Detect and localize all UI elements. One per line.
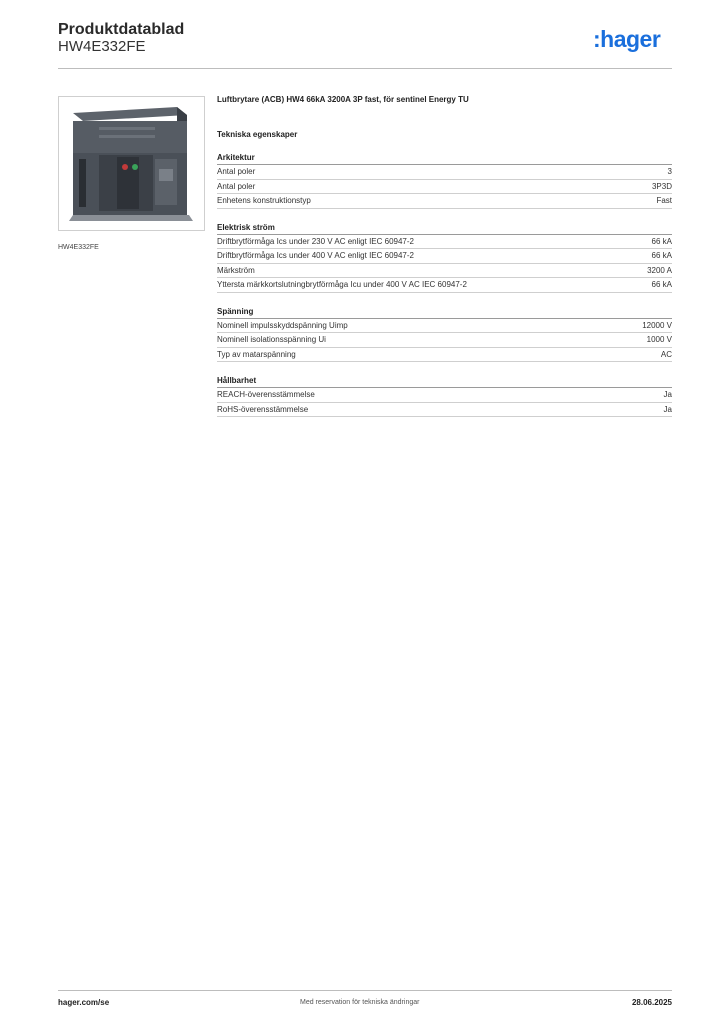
product-image — [58, 96, 205, 231]
spec-section — [217, 223, 672, 293]
spec-label: Typ av matarspänning — [217, 349, 296, 359]
section-heading: Spänning — [217, 307, 672, 319]
header-divider — [58, 68, 672, 69]
spec-row — [217, 194, 672, 209]
spec-row — [217, 348, 672, 363]
section-heading: Elektrisk ström — [217, 223, 672, 235]
spec-section — [217, 153, 672, 209]
product-title: Luftbrytare (ACB) HW4 66kA 3200A 3P fast, för sentinel Energy TU — [217, 95, 469, 104]
spec-row — [217, 264, 672, 279]
spec-label: Nominell isolationsspänning Ui — [217, 335, 326, 344]
spec-label: Antal poler — [217, 167, 256, 176]
hager-logo: :hager — [593, 26, 661, 52]
spec-label: Driftbrytförmåga Ics under 400 V AC enligt IEC 60947-2 — [217, 251, 414, 260]
spec-row — [217, 278, 672, 293]
image-caption: HW4E332FE — [58, 244, 99, 251]
footer-website: hager.com/se — [58, 998, 110, 1007]
spec-value: 1000 V — [646, 335, 672, 344]
document-title: Produktdatablad — [58, 21, 185, 38]
spec-value: 3P3D — [651, 181, 672, 191]
spec-row — [217, 333, 672, 348]
spec-value: Fast — [656, 196, 672, 205]
footer-divider — [58, 990, 672, 991]
spec-section — [217, 307, 672, 363]
footer-disclaimer: Med reservation för tekniska ändringar — [300, 999, 420, 1006]
spec-row — [217, 403, 672, 418]
spec-row — [217, 180, 672, 195]
spec-value: Ja — [663, 390, 672, 399]
section-heading: Arkitektur — [217, 153, 672, 165]
spec-row — [217, 235, 672, 250]
spec-value: 66 kA — [651, 280, 672, 289]
tech-properties-heading: Tekniska egenskaper — [217, 130, 298, 139]
footer-date: 28.06.2025 — [631, 998, 672, 1007]
spec-label: Enhetens konstruktionstyp — [217, 196, 311, 205]
spec-label: Antal poler — [217, 181, 256, 191]
product-code: HW4E332FE — [58, 38, 146, 55]
spec-content — [217, 95, 672, 417]
spec-label: RoHS-överensstämmelse — [217, 404, 309, 414]
logo-text: hager — [600, 26, 661, 52]
spec-row — [217, 249, 672, 264]
air-circuit-breaker-photo — [59, 97, 204, 230]
spec-value: AC — [660, 349, 672, 359]
spec-label: Yttersta märkkortslutningbrytförmåga Icu under 400 V AC IEC 60947-2 — [217, 280, 467, 289]
spec-value: 12000 V — [642, 320, 672, 330]
spec-label: Märkström — [217, 265, 255, 275]
spec-row — [217, 319, 672, 334]
spec-value: 3 — [667, 167, 672, 176]
spec-label: REACH-överensstämmelse — [217, 390, 315, 399]
spec-row — [217, 165, 672, 180]
spec-value: Ja — [663, 404, 672, 414]
spec-label: Nominell impulsskyddspänning Uimp — [217, 320, 348, 330]
spec-value: 3200 A — [647, 265, 672, 275]
spec-section — [217, 376, 672, 417]
spec-sections — [217, 153, 672, 417]
spec-value: 66 kA — [651, 236, 672, 246]
section-heading: Hållbarhet — [217, 376, 672, 388]
spec-value: 66 kA — [651, 251, 672, 260]
spec-row — [217, 388, 672, 403]
spec-label: Driftbrytförmåga Ics under 230 V AC enligt IEC 60947-2 — [217, 236, 414, 246]
